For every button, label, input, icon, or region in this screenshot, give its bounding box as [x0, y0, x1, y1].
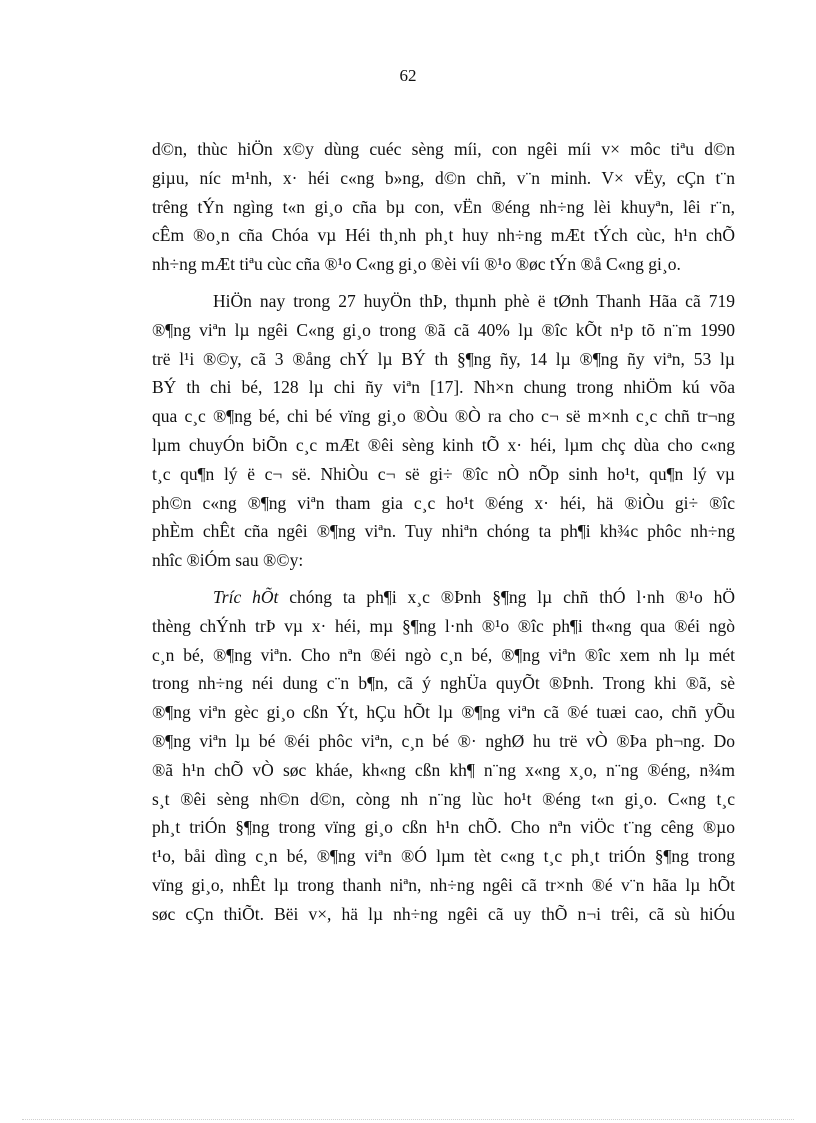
- text-line: t¸c qu¶n lý ë c¬ së. NhiÒu c¬ së gi÷ ®îc nÒ nÕp sinh ho¹t, qu¶n lý vµ: [152, 463, 735, 484]
- text-line: nhîc ®iÓm sau ®©y:: [152, 550, 304, 571]
- body-text: [152, 135, 735, 929]
- text-line: søc cÇn thiÕt. Bëi v×, hä lµ nh÷ng ngêi cã uy thÕ n¬i trêi, cã sù hiÓu: [152, 903, 735, 924]
- paragraph-spacer: [152, 279, 735, 287]
- text-line: trë l¹i ®©y, cã 3 ®ång chÝ lµ BÝ th §¶ng ñy, 14 lµ ®¶ng ñy viªn, 53 lµ: [152, 348, 735, 369]
- paragraph-2: [152, 287, 735, 575]
- text-line: BÝ th chi bé, 128 lµ chi ñy viªn [17]. Nh×n chung trong nhiÖm kú võa: [152, 377, 735, 398]
- text-line: qua c¸c ®¶ng bé, chi bé vïng gi¸o ®Òu ®Ò ra cho c¬ së m×nh c¸c chñ tr¬ng: [152, 406, 735, 427]
- paragraph-1: [152, 135, 735, 279]
- text-line: lµm chuyÓn biÕn c¸c mÆt ®êi sèng kinh tÕ x· héi, lµm chç dùa cho c«ng: [152, 434, 735, 455]
- paragraph-spacer: [152, 575, 735, 583]
- text-line: t¹o, båi dìng c¸n bé, ®¶ng viªn ®Ó lµm tèt c«ng t¸c ph¸t triÓn §¶ng trong: [152, 846, 735, 867]
- page-bottom-rule: [22, 1119, 794, 1120]
- text-line: giµu, níc m¹nh, x· héi c«ng b»ng, d©n chñ, v¨n minh. V× vËy, cÇn t¨n: [152, 167, 735, 188]
- text-line: d©n, thùc hiÖn x©y dùng cuéc sèng míi, con ngêi míi v× môc tiªu d©n: [152, 139, 735, 159]
- page-number: 62: [399, 66, 417, 85]
- text-line: ®ã h¹n chÕ vÒ søc kháe, kh«ng cßn kh¶ n¨ng x«ng x¸o, n¨ng ®éng, n¾m: [152, 759, 735, 780]
- italic-lead: Tríc hÕt: [213, 586, 279, 607]
- text-run: chóng ta ph¶i x¸c ®Þnh §¶ng lµ chñ thÓ l·nh ®¹o hÖ: [278, 586, 735, 607]
- text-line: vïng gi¸o, nhÊt lµ trong thanh niªn, nh÷ng ngêi cã tr×nh ®é v¨n hãa lµ hÕt: [152, 874, 735, 895]
- paragraph-3: [152, 583, 735, 929]
- text-line: phÈm chÊt cña ngêi ®¶ng viªn. Tuy nhiªn chóng ta ph¶i kh¾c phôc nh÷ng: [152, 521, 735, 542]
- text-line: thèng chÝnh trÞ vµ x· héi, mµ §¶ng l·nh ®¹o ®îc ph¶i th«ng qua ®éi ngò: [152, 615, 735, 636]
- text-line: ph©n c«ng ®¶ng viªn tham gia c¸c ho¹t ®éng x· héi, hä ®iÒu gi÷ ®îc: [152, 492, 735, 513]
- text-line: ®¶ng viªn lµ ngêi C«ng gi¸o trong ®ã cã 40% lµ ®îc kÕt n¹p tõ n¨m 1990: [152, 319, 735, 340]
- text-line: cÊm ®o¸n cña Chóa vµ Héi th¸nh ph¸t huy nh÷ng mÆt tÝch cùc, h¹n chÕ: [152, 225, 735, 246]
- text-line: ®¶ng viªn gèc gi¸o cßn Ýt, hÇu hÕt lµ ®¶ng viªn cã ®é tuæi cao, chñ yÕu: [152, 702, 735, 723]
- text-line: c¸n bé, ®¶ng viªn. Cho nªn ®éi ngò c¸n bé, ®¶ng viªn ®îc xem nh lµ mét: [152, 644, 735, 665]
- text-line: trong nh÷ng néi dung c¨n b¶n, cã ý nghÜa quyÕt ®Þnh. Trong khi ®ã, sè: [152, 673, 735, 694]
- text-line: HiÖn nay trong 27 huyÖn thÞ, thµnh phè ë tØnh Thanh Hãa cã 719: [213, 290, 735, 311]
- text-line: ®¶ng viªn lµ bé ®éi phôc viªn, c¸n bé ®· nghØ hu trë vÒ ®Þa ph¬ng. Do: [152, 730, 735, 751]
- text-line: trêng tÝn ngìng t«n gi¸o cña bµ con, vËn ®éng nh÷ng lèi khuyªn, lêi r¨n,: [152, 196, 735, 217]
- text-line: s¸t ®êi sèng nh©n d©n, còng nh n¨ng lùc ho¹t ®éng t«n gi¸o. C«ng t¸c: [152, 788, 735, 809]
- text-line-with-lead: [152, 583, 735, 612]
- text-line: ph¸t triÓn §¶ng trong vïng gi¸o cßn h¹n chÕ. Cho nªn viÖc t¨ng cêng ®µo: [152, 817, 735, 838]
- text-line: nh÷ng mÆt tiªu cùc cña ®¹o C«ng gi¸o ®èi víi ®¹o ®øc tÝn ®å C«ng gi¸o.: [152, 254, 681, 275]
